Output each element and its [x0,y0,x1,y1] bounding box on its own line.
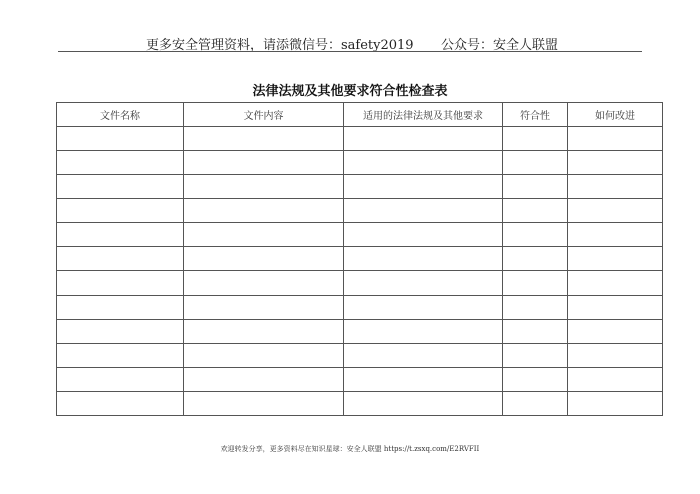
table-cell[interactable] [503,271,568,295]
header-wechat-text: 更多安全管理资料，请添微信号：safety2019 [146,38,414,53]
table-row [57,127,663,151]
table-cell[interactable] [344,391,503,415]
table-cell[interactable] [184,343,344,367]
table-cell[interactable] [57,199,184,223]
compliance-check-table [56,102,663,416]
table-cell[interactable] [568,151,663,175]
table-cell[interactable] [344,151,503,175]
table-cell[interactable] [184,127,344,151]
table-cell[interactable] [344,223,503,247]
table-cell[interactable] [568,319,663,343]
table-cell[interactable] [503,391,568,415]
table-cell[interactable] [344,175,503,199]
table-row [57,151,663,175]
header-account-text: 公众号：安全人联盟 [441,38,559,53]
table-cell[interactable] [503,151,568,175]
table-cell[interactable] [57,175,184,199]
table-cell[interactable] [344,295,503,319]
table-cell[interactable] [184,151,344,175]
table-cell[interactable] [57,319,184,343]
table-row [57,247,663,271]
table-cell[interactable] [503,199,568,223]
table-cell[interactable] [184,223,344,247]
table-cell[interactable] [503,367,568,391]
table-row [57,391,663,415]
table-cell[interactable] [344,199,503,223]
table-cell[interactable] [344,367,503,391]
table-row [57,295,663,319]
table-cell[interactable] [344,343,503,367]
table-row [57,199,663,223]
table-cell[interactable] [344,271,503,295]
table-cell[interactable] [57,223,184,247]
table-cell[interactable] [503,295,568,319]
table-cell[interactable] [568,343,663,367]
header-divider [58,51,642,52]
table-cell[interactable] [57,343,184,367]
table-cell[interactable] [184,199,344,223]
table-cell[interactable] [568,367,663,391]
table-cell[interactable] [503,175,568,199]
page-footer: 欢迎转发分享，更多资料尽在知识星球：安全人联盟 https://t.zsxq.com/E2RVFII [220,445,480,453]
table-cell[interactable] [503,343,568,367]
table-cell[interactable] [568,175,663,199]
table-row [57,343,663,367]
table-cell[interactable] [57,295,184,319]
column-header-improvement: 如何改进 [568,103,663,127]
table-cell[interactable] [57,271,184,295]
table-row [57,223,663,247]
table-cell[interactable] [57,247,184,271]
column-header-file-name: 文件名称 [57,103,184,127]
column-header-compliance: 符合性 [503,103,568,127]
column-header-file-content: 文件内容 [184,103,344,127]
table-cell[interactable] [344,127,503,151]
table-cell[interactable] [503,223,568,247]
table-row [57,271,663,295]
table-cell[interactable] [503,127,568,151]
table-cell[interactable] [184,319,344,343]
table-cell[interactable] [503,319,568,343]
table-cell[interactable] [568,127,663,151]
table-cell[interactable] [184,295,344,319]
table-row [57,367,663,391]
table-cell[interactable] [184,175,344,199]
table-cell[interactable] [344,247,503,271]
table-row [57,175,663,199]
table-cell[interactable] [568,295,663,319]
table-body [57,127,663,416]
table-row [57,319,663,343]
table-cell[interactable] [57,391,184,415]
table-cell[interactable] [568,271,663,295]
table-cell[interactable] [568,391,663,415]
table-cell[interactable] [184,391,344,415]
table-cell[interactable] [57,127,184,151]
table-cell[interactable] [57,151,184,175]
table-cell[interactable] [344,319,503,343]
document-title: 法律法规及其他要求符合性检查表 [252,84,448,99]
table-cell[interactable] [568,199,663,223]
table-header-row [57,103,663,127]
column-header-applicable-requirements: 适用的法律法规及其他要求 [344,103,503,127]
table-cell[interactable] [184,271,344,295]
table-cell[interactable] [568,247,663,271]
table-cell[interactable] [184,247,344,271]
table-cell[interactable] [503,247,568,271]
table-cell[interactable] [57,367,184,391]
table-cell[interactable] [568,223,663,247]
table-cell[interactable] [184,367,344,391]
